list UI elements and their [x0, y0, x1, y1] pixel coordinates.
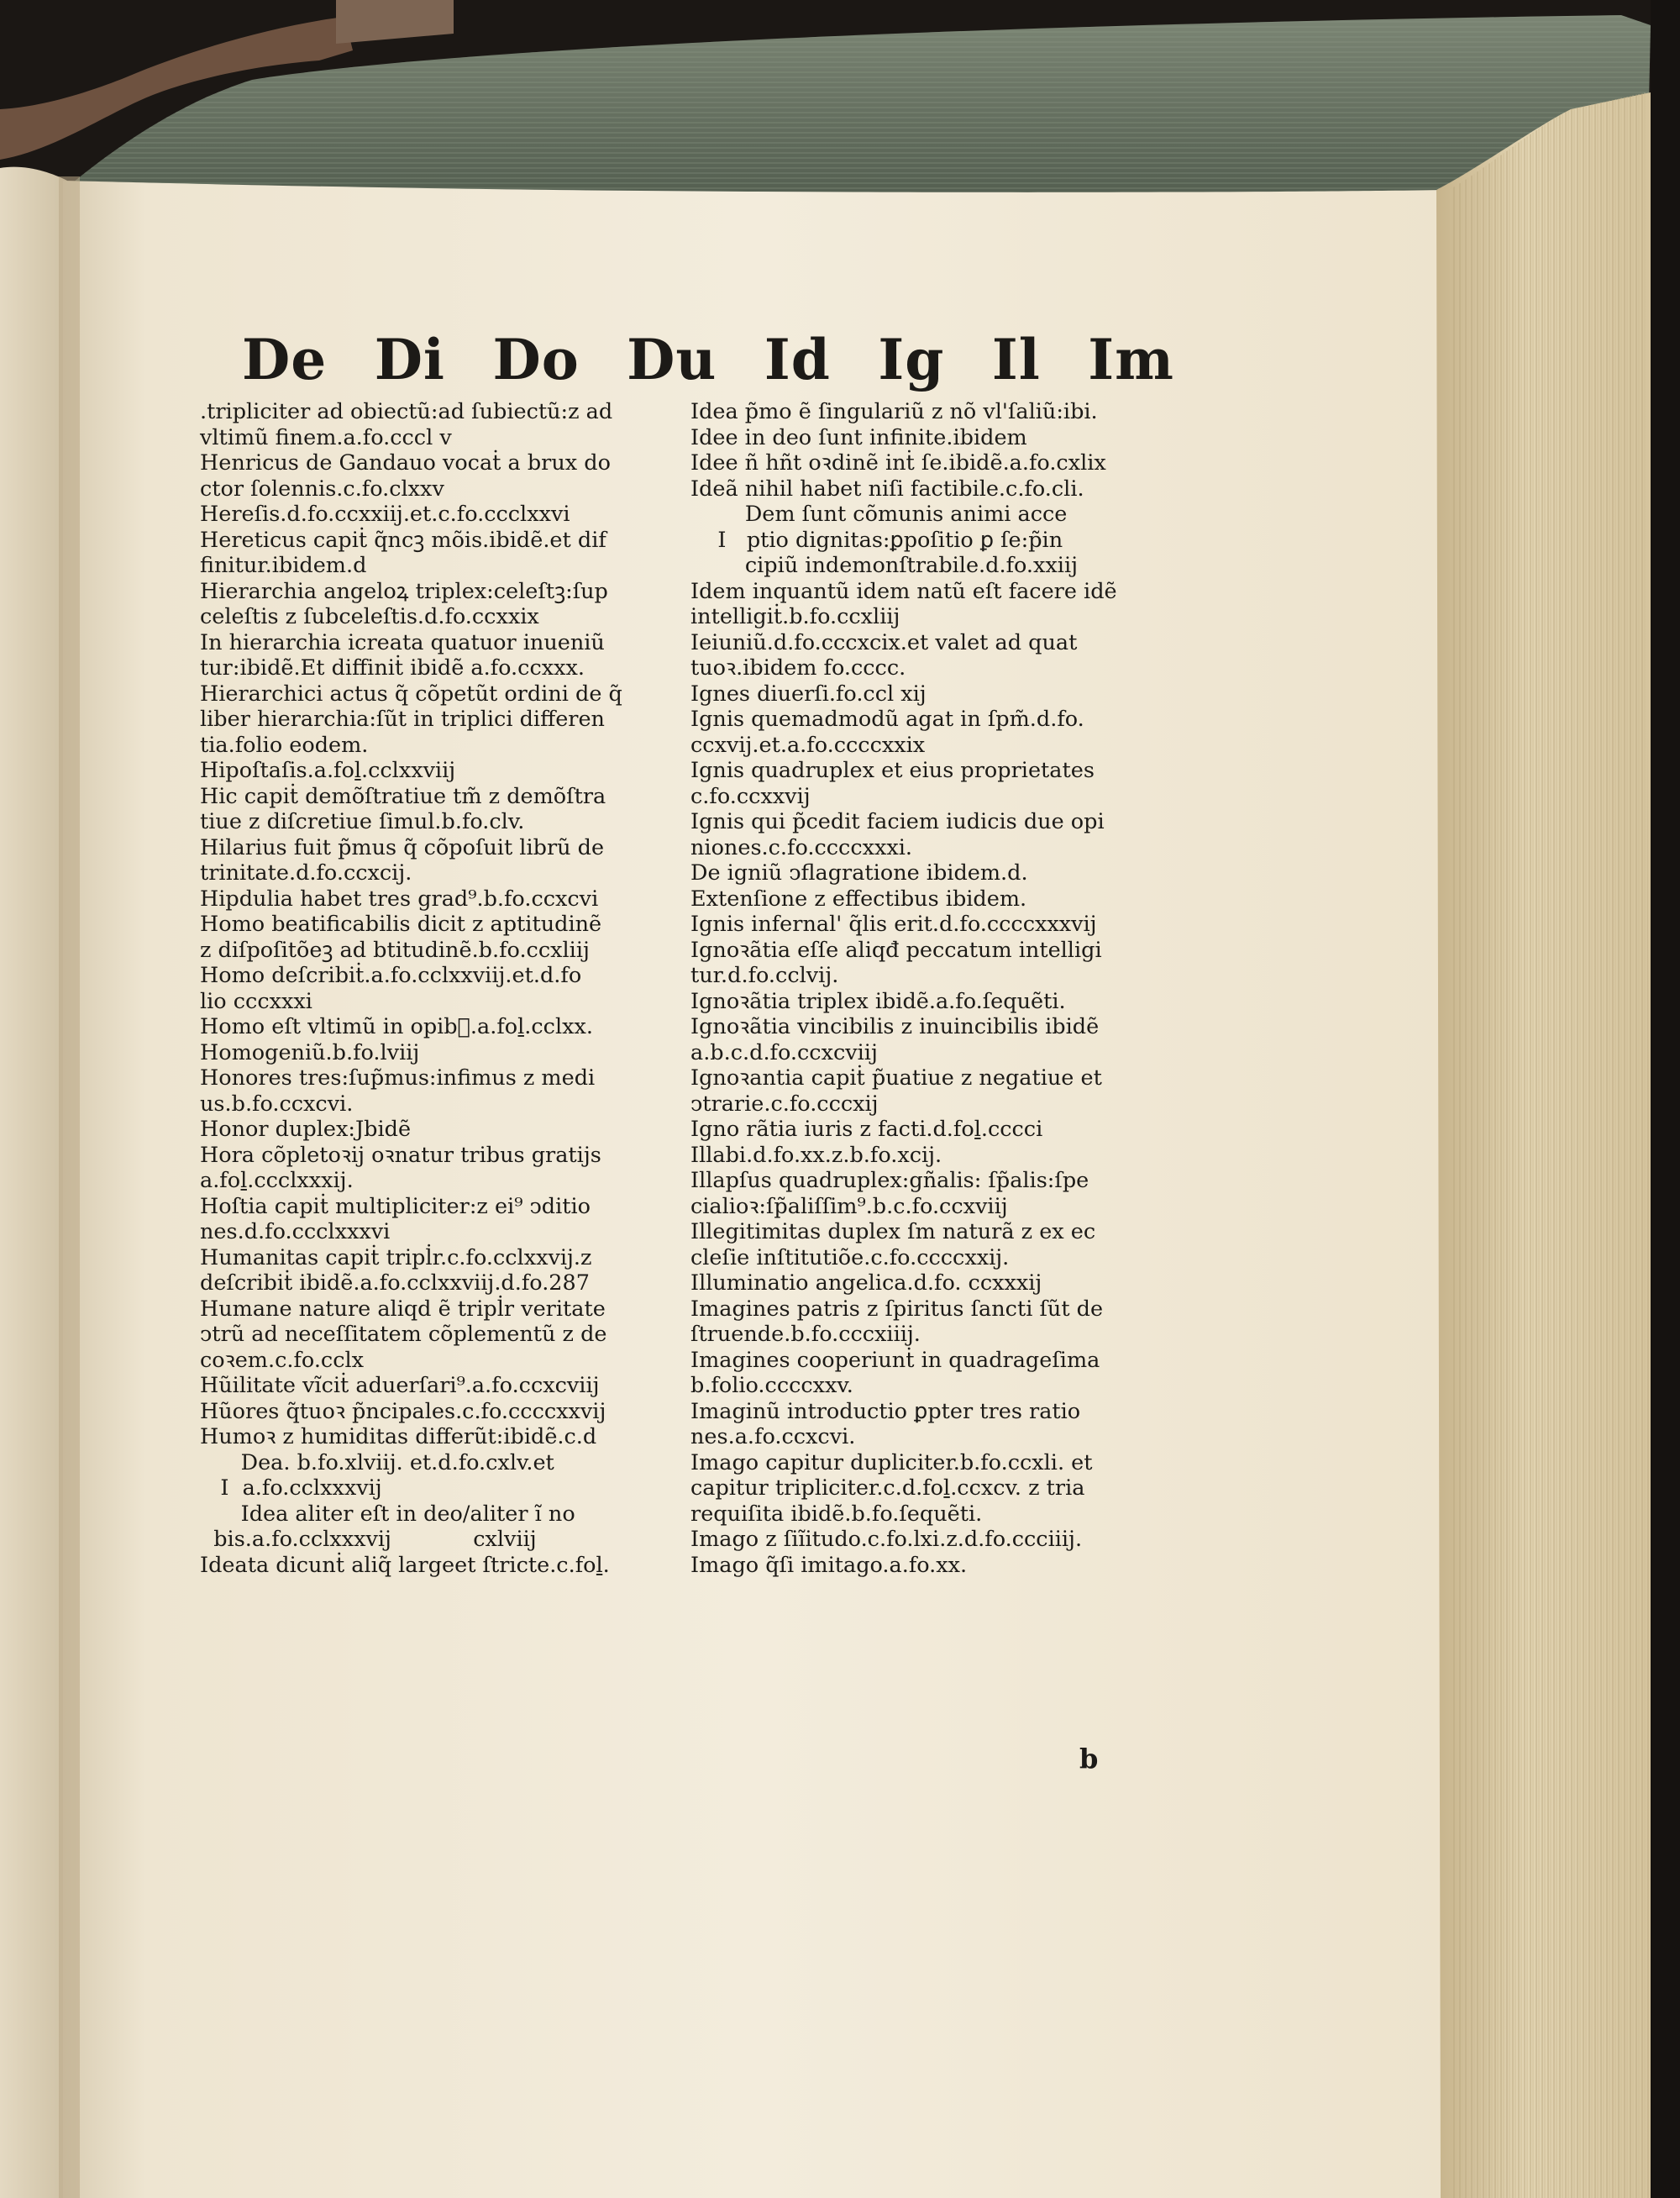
index-line: Extenſione z effectibus ibidem.: [690, 886, 1027, 912]
index-line: trinitate.d.fo.ccxcij.: [200, 860, 412, 886]
index-line: Hierarchici actus q̃ cõpetũt ordini de q̃: [200, 681, 622, 707]
index-line: Imago z ſiĩitudo.c.fo.lxi.z.d.fo.ccciiij.: [690, 1527, 1083, 1552]
running-headwords: [242, 326, 1174, 393]
index-line: Imaginũ introductio ꝑpter tres ratio: [690, 1398, 1081, 1424]
right-index-column: [690, 399, 1161, 1578]
index-line: c.fo.ccxxvij: [690, 783, 811, 809]
index-line: b.folio.ccccxxv.: [690, 1373, 853, 1398]
index-line: Hũores q̃tuoꝛ p̃ncipales.c.fo.ccccxxvij: [200, 1398, 606, 1424]
index-line: Hierarchia angeloꝝ triplex:celeſtꝫ:ſup: [200, 578, 608, 604]
index-line: I a.fo.cclxxxvij: [200, 1475, 382, 1501]
headword: Il: [991, 327, 1041, 392]
index-line: lio cccxxxi: [200, 988, 312, 1014]
index-line: Hipoſtaſis.a.foḻ.cclxxviij: [200, 758, 456, 783]
index-line: Honor duplex:Jbidẽ: [200, 1117, 412, 1142]
index-line: Idee in deo ſunt infinite.ibidem: [690, 424, 1027, 450]
index-line: Ignoꝛãtia eſſe aliqđ peccatum intelligi: [690, 937, 1102, 963]
index-line: Idee ñ hñt oꝛdinẽ inṫ ſe.ibidẽ.a.fo.cxlix: [690, 450, 1106, 476]
index-line: tia.folio eodem.: [200, 732, 369, 758]
index-line: ſtruende.b.fo.cccxiiij.: [690, 1322, 921, 1347]
index-line: Honores tres:ſup̃mus:infimus z medi: [200, 1065, 596, 1091]
index-line: Hereticus capiṫ q̃ncꝫ mõis.ibidẽ.et dif: [200, 527, 606, 553]
headword: Im: [1088, 327, 1174, 392]
index-line: tur:ibidẽ.Et diffiniṫ ibidẽ a.fo.ccxxx.: [200, 655, 585, 681]
index-line: Idem inquantũ idem natũ eſt facere idẽ: [690, 578, 1117, 604]
index-line: bis.a.fo.cclxxxvij cxlviij: [200, 1527, 537, 1552]
index-line: nes.a.fo.ccxcvi.: [690, 1424, 856, 1449]
index-line: Illapſus quadruplex:gñalis: ſp̃alis:ſpe: [690, 1168, 1089, 1193]
index-line: Imagines cooperiunṫ in quadrageſima: [690, 1347, 1100, 1373]
index-line: Imagines patris z ſpiritus ſancti ſũt de: [690, 1296, 1104, 1322]
index-line: niones.c.fo.ccccxxxi.: [690, 834, 913, 860]
index-line: Ignis infernal' q̃lis erit.d.fo.ccccxxxvij: [690, 912, 1097, 937]
index-line: Ignoꝛãtia triplex ibidẽ.a.fo.ſequẽti.: [690, 988, 1066, 1014]
right-dark-edge: [1651, 0, 1680, 2198]
index-line: Henricus de Gandauo vocaṫ a brux do: [200, 450, 611, 476]
index-line: Hic capiṫ demõſtratiue tm̃ z demõſtra: [200, 783, 606, 809]
index-line: Idea aliter eſt in deo/aliter ĩ no: [200, 1501, 575, 1527]
index-line: Ignes diuerſi.fo.ccl xij: [690, 681, 927, 707]
headword: De: [242, 327, 328, 392]
index-line: deſcribiṫ ibidẽ.a.fo.cclxxviij.d.fo.287: [200, 1270, 590, 1296]
fore-edge-lines: [1449, 92, 1651, 2198]
index-line: .tripliciter ad obiectũ:ad ſubiectũ:z ad: [200, 399, 613, 424]
index-line: Homo deſcribiṫ.a.fo.cclxxviij.et.d.fo: [200, 963, 582, 988]
left-index-column: [200, 399, 687, 1578]
index-line: ↄtrũ ad neceſſitatem cõplementũ z de: [200, 1322, 607, 1347]
index-line: De igniũ ↄflagratione ibidem.d.: [690, 860, 1028, 886]
index-line: Hũilitate vĩciṫ aduerſari⁹.a.fo.ccxcviij: [200, 1373, 600, 1398]
index-line: Hora cõpletoꝛij oꝛnatur tribus gratijs: [200, 1142, 601, 1168]
index-line: Ignis quemadmodũ agat in ſpm̃.d.fo.: [690, 707, 1084, 732]
index-line: Dem ſunt cõmunis animi acce: [690, 502, 1068, 527]
headword: Do: [492, 327, 580, 392]
index-line: Homogeniũ.b.fo.lviij: [200, 1039, 420, 1065]
index-line: Homo beatificabilis dicit z aptitudinẽ: [200, 912, 602, 937]
index-line: In hierarchia icreata quatuor inueniũ: [200, 629, 605, 655]
headword: Id: [764, 327, 831, 392]
index-line: a.b.c.d.fo.ccxcviij: [690, 1039, 878, 1065]
index-line: ccxvij.et.a.fo.ccccxxix: [690, 732, 926, 758]
index-line: Humoꝛ z humiditas differũt:ibidẽ.c.d: [200, 1424, 597, 1449]
left-page: [0, 167, 67, 2198]
index-line: tuoꝛ.ibidem fo.cccc.: [690, 655, 906, 681]
index-line: Imago q̃ſi imitago.a.fo.xx.: [690, 1552, 968, 1578]
index-line: finitur.ibidem.d: [200, 553, 367, 578]
index-line: cleſie inſtitutiõe.c.fo.ccccxxij.: [690, 1244, 1010, 1270]
index-line: Igno rãtia iuris z facti.d.foḻ.cccci: [690, 1117, 1043, 1142]
index-line: Illegitimitas duplex ſm naturã z ex ec: [690, 1219, 1096, 1244]
index-line: cipiũ indemonſtrabile.d.fo.xxiij: [690, 553, 1079, 578]
index-line: Hoſtia capiṫ multipliciter:z ei⁹ ↄditio: [200, 1193, 591, 1219]
index-line: capitur tripliciter.c.d.foḻ.ccxcv. z tria: [690, 1475, 1085, 1501]
index-line: Imago capitur dupliciter.b.fo.ccxli. et: [690, 1449, 1093, 1475]
index-line: Ideata dicunṫ aliq̃ largeet ſtricte.c.foḻ.: [200, 1552, 610, 1578]
index-line: Hilarius fuit p̃mus q̃ cõpoſuit librũ de: [200, 834, 605, 860]
index-line: ctor ſolennis.c.fo.clxxv: [200, 476, 444, 502]
index-line: tur.d.fo.cclvij.: [690, 963, 839, 988]
signature-mark: b: [1079, 1743, 1099, 1775]
index-line: nes.d.fo.ccclxxxvi: [200, 1219, 391, 1244]
headword: Ig: [878, 327, 945, 392]
index-line: Idea p̃mo ẽ ſingulariũ z nõ vl'ſaliũ:ibi.: [690, 399, 1098, 424]
index-line: coꝛem.c.fo.cclx: [200, 1347, 365, 1373]
index-line: Illabi.d.fo.xx.z.b.fo.xcij.: [690, 1142, 942, 1168]
index-line: liber hierarchia:ſũt in triplici differen: [200, 707, 605, 732]
index-line: I ptio dignitas:ꝑpoſitio ꝑ ſe:p̃in: [690, 527, 1063, 553]
headword: Di: [374, 327, 445, 392]
index-line: Ignis qui p̃cedit faciem iudicis due opi: [690, 809, 1105, 834]
index-line: ↄtrarie.c.fo.cccxij: [690, 1091, 879, 1117]
index-line: vltimũ finem.a.fo.cccl v: [200, 424, 452, 450]
index-line: Dea. b.fo.xlviij. et.d.fo.cxlv.et: [200, 1449, 554, 1475]
index-line: Ignoꝛãtia vincibilis z inuincibilis ibidẽ: [690, 1014, 1100, 1039]
index-line: celeſtis z ſubceleſtis.d.fo.ccxxix: [200, 604, 539, 629]
index-line: intelligiṫ.b.fo.ccxliij: [690, 604, 900, 629]
index-line: us.b.fo.ccxcvi.: [200, 1091, 354, 1117]
index-line: a.foḻ.ccclxxxij.: [200, 1168, 354, 1193]
index-line: Ignis quadruplex et eius proprietates: [690, 758, 1095, 783]
index-line: Humanitas capiṫ tripl̇r.c.fo.cclxxvij.z: [200, 1244, 592, 1270]
gutter-shadow: [59, 176, 80, 2198]
index-line: cialioꝛ:ſp̃aliſſim⁹.b.c.fo.ccxviij: [690, 1193, 1008, 1219]
headword: Du: [627, 327, 717, 392]
index-line: Ignoꝛantia capiṫ p̃uatiue z negatiue et: [690, 1065, 1102, 1091]
index-line: Ideã nihil habet niſi factibile.c.fo.cli.: [690, 476, 1084, 502]
index-line: z diſpoſitõeꝫ ad btitudinẽ.b.fo.ccxliij: [200, 937, 590, 963]
index-line: Hereſis.d.fo.ccxxiij.et.c.fo.ccclxxvi: [200, 502, 570, 527]
index-line: Hipdulia habet tres grad⁹.b.fo.ccxcvi: [200, 886, 599, 912]
index-line: Ieiuniũ.d.fo.cccxcix.et valet ad quat: [690, 629, 1078, 655]
index-line: requiſita ibidẽ.b.fo.ſequẽti.: [690, 1501, 983, 1527]
index-line: Homo eſt vltimũ in opib᷑.a.foḻ.cclxx.: [200, 1014, 593, 1039]
index-line: Humane nature aliqd ẽ tripl̇r veritate: [200, 1296, 606, 1322]
index-line: Illuminatio angelica.d.fo. ccxxxij: [690, 1270, 1042, 1296]
index-line: tiue z diſcretiue ſimul.b.fo.clv.: [200, 809, 525, 834]
